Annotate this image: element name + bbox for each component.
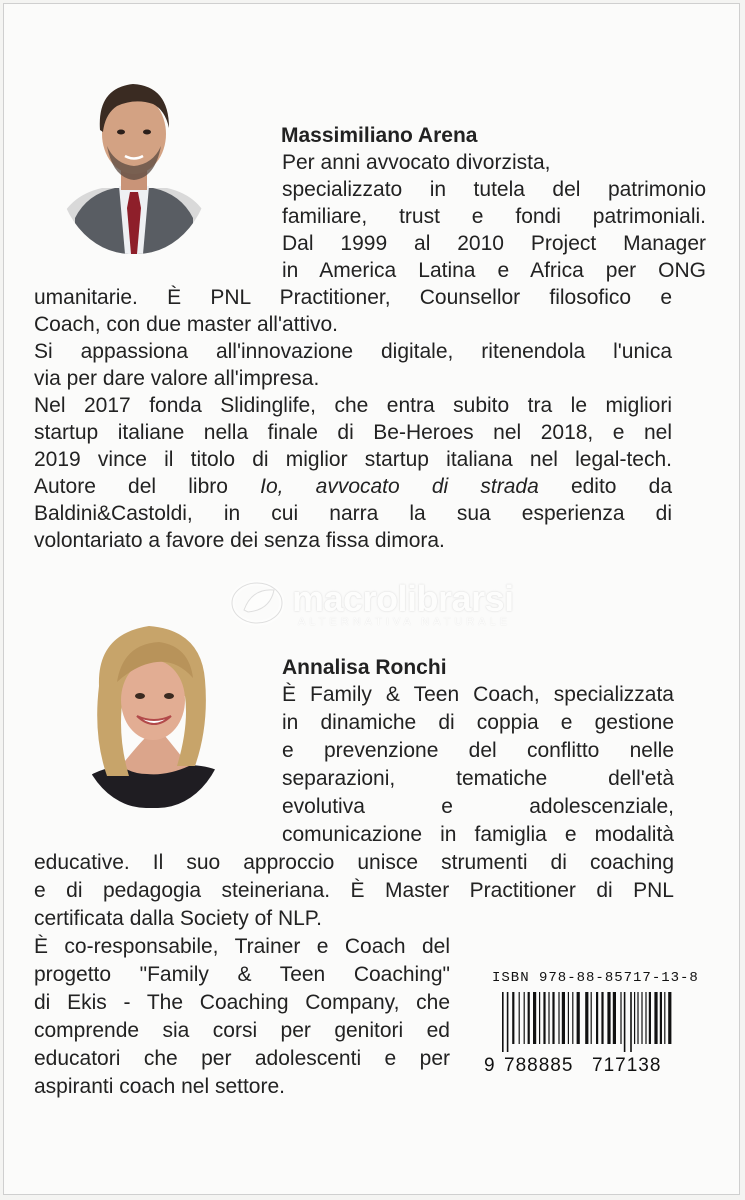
bio-line: educative. Il suo approccio unisce strumenti di coaching (34, 851, 674, 874)
barcode-bar (519, 992, 520, 1044)
barcode-bar (524, 992, 525, 1044)
bio-line: di Ekis - The Coaching Company, che (34, 991, 450, 1014)
bio-line: È co-responsabile, Trainer e Coach del (34, 935, 450, 958)
barcode-digit-first: 9 (484, 1055, 496, 1076)
watermark-brand: macrolibrarsi (292, 578, 514, 619)
bio-line: aspiranti coach nel settore. (34, 1075, 285, 1098)
barcode-bar (533, 992, 536, 1044)
isbn-label: ISBN 978-88-85717-13-8 (492, 970, 699, 986)
bio-line: volontariato a favore dei senza fissa dimora. (34, 529, 445, 552)
bio-line: progetto "Family & Teen Coaching" (34, 963, 450, 986)
isbn-barcode (480, 992, 678, 1052)
bio-line: È Family & Teen Coach, specializzata (282, 683, 674, 706)
barcode-bar (634, 992, 635, 1044)
barcode-bar (654, 992, 657, 1044)
barcode-bar (528, 992, 530, 1044)
bio-line: via per dare valore all'impresa. (34, 367, 320, 390)
bio-line: certificata dalla Society of NLP. (34, 907, 322, 930)
bio-line: startup italiane nella finale di Be-Heroes nel 2018, e nel (34, 421, 672, 444)
barcode-digits-group1: 788885 (504, 1055, 574, 1076)
bio-line (34, 473, 672, 500)
barcode-bar (607, 992, 610, 1044)
barcode-bar (543, 992, 545, 1044)
barcode-bar (562, 992, 565, 1044)
bio-line: Per anni avvocato divorzista, (282, 151, 551, 174)
barcode-bar (577, 992, 580, 1044)
barcode-bar (601, 992, 603, 1044)
barcode-bar (630, 992, 632, 1052)
bio-line: educatori che per adolescenti e per (34, 1047, 450, 1070)
barcode-bar (502, 992, 504, 1052)
bio-text: Autore del libro (34, 475, 228, 498)
barcode-bar (572, 992, 573, 1044)
barcode-bar (624, 992, 626, 1052)
barcode-bar (596, 992, 598, 1044)
barcode-bar (548, 992, 549, 1044)
barcode-digits-group2: 717138 (592, 1055, 662, 1076)
bio-line: umanitarie. È PNL Practitioner, Counsellor filosofico e (34, 286, 672, 309)
author-bio-massimiliano-arena (34, 149, 706, 554)
barcode-bar (668, 992, 671, 1044)
bio-line: e di pedagogia steineriana. È Master Practitioner di PNL (34, 879, 674, 902)
bio-line: in America Latina e Africa per ONG (282, 259, 706, 282)
barcode-bar (637, 992, 638, 1044)
bio-line: e prevenzione del conflitto nelle (282, 739, 674, 762)
barcode-bar (660, 992, 662, 1044)
bio-line: comunicazione in famiglia e modalità (282, 823, 674, 846)
barcode-bar (512, 992, 514, 1044)
author-name-annalisa-ronchi: Annalisa Ronchi (282, 656, 447, 679)
barcode-bar (568, 992, 569, 1044)
bio-line: familiare, trust e fondi patrimoniali. (282, 205, 706, 228)
barcode-bar (613, 992, 616, 1044)
bio-line: separazioni, tematiche dell'età (282, 767, 674, 790)
bio-line: in dinamiche di coppia e gestione (282, 711, 674, 734)
bio-line: Dal 1999 al 2010 Project Manager (282, 232, 706, 255)
bio-line: evolutiva e adolescenziale, (282, 795, 674, 818)
barcode-bar (591, 992, 592, 1044)
watermark-tagline: ALTERNATIVA NATURALE (298, 616, 512, 628)
barcode-bar (507, 992, 509, 1052)
barcode-bar (645, 992, 646, 1044)
bio-line: Coach, con due master all'attivo. (34, 313, 338, 336)
book-title: Io, avvocato di strada (260, 475, 539, 498)
bio-line: Nel 2017 fonda Slidinglife, che entra subito tra le migliori (34, 394, 672, 417)
barcode-bar (620, 992, 621, 1044)
bio-line: specializzato in tutela del patrimonio (282, 178, 706, 201)
bio-line: comprende sia corsi per genitori ed (34, 1019, 450, 1042)
barcode-bar (552, 992, 554, 1044)
bio-line: 2019 vince il titolo di miglior startup italiana nel legal-tech. (34, 448, 672, 471)
barcode-bar (558, 992, 559, 1044)
barcode-bar (539, 992, 540, 1044)
barcode-bar (641, 992, 642, 1044)
bio-line: Si appassiona all'innovazione digitale, ritenendola l'unica (34, 340, 672, 363)
barcode-bar (649, 992, 651, 1044)
bio-line: Baldini&Castoldi, in cui narra la sua esperienza di (34, 502, 672, 525)
barcode-bar (585, 992, 588, 1044)
macrolibrarsi-watermark (230, 578, 530, 630)
barcode-bar (664, 992, 665, 1044)
bio-text: edito da (570, 475, 673, 498)
author-name-massimiliano-arena: Massimiliano Arena (281, 124, 478, 147)
leaf-logo-icon (230, 580, 284, 626)
